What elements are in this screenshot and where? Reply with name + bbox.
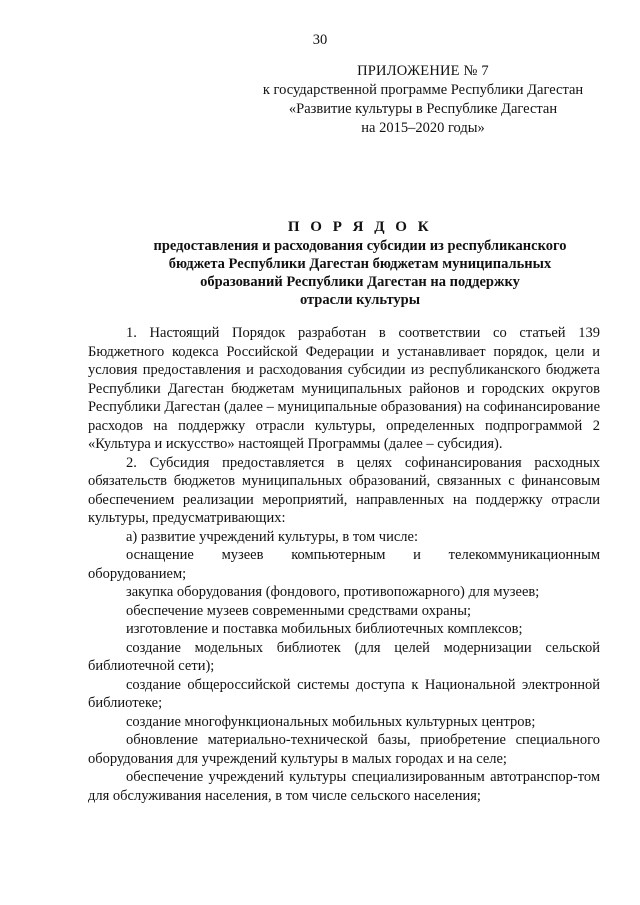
- document-heading: [100, 218, 620, 309]
- appendix-block: [248, 62, 598, 138]
- paragraph: закупка оборудования (фондового, противопожарного) для музеев;: [126, 584, 540, 600]
- heading-line: бюджета Республики Дагестан бюджетам муниципальных: [168, 256, 552, 272]
- paragraph: а) развитие учреждений культуры, в том числе:: [126, 528, 418, 545]
- paragraph: изготовление и поставка мобильных библиотечных комплексов;: [126, 621, 523, 637]
- paragraph: 2. Субсидия предоставляется в целях софинансирования расходных обязательств бюджетов муниципальных образований, связанных с финансовым обеспечением реализации мероприятий, направленных на поддержку отрасли культуры, предусматривающих:: [88, 454, 600, 526]
- heading-title: П О Р Я Д О К: [287, 219, 433, 235]
- paragraph: оснащение музеев компьютерным и телекоммуникационным оборудованием;: [88, 547, 600, 582]
- paragraph: 1. Настоящий Порядок разработан в соответствии со статьей 139 Бюджетного кодекса Российской Федерации и устанавливает порядок, цели и условия предоставления и расходования субсидии из республиканского бюджета Республики Дагестан бюджетам муниципальных районов и городских округов Республики Дагестан (далее – муниципальные образования) на софинансирование расходов на поддержку отрасли культуры, определенных подпрограммой 2 «Культура и искусство» настоящей Программы (далее – субсидия).: [88, 325, 600, 452]
- heading-line: образований Республики Дагестан на поддержку: [200, 274, 520, 290]
- paragraph: обеспечение музеев современными средствами охраны;: [126, 602, 472, 619]
- paragraph: обновление материально-технической базы, приобретение специального оборудования для учреждений культуры в малых городах и на селе;: [88, 732, 600, 767]
- paragraph: создание многофункциональных мобильных культурных центров;: [126, 713, 536, 730]
- document-body: [88, 324, 600, 805]
- appendix-line: к государственной программе Республики Дагестан: [262, 82, 584, 98]
- heading-line: предоставления и расходования субсидии из республиканского: [153, 238, 567, 254]
- page-number: 30: [312, 32, 328, 48]
- appendix-line: на 2015–2020 годы»: [361, 120, 485, 136]
- appendix-line: «Развитие культуры в Республике Дагестан: [288, 101, 558, 117]
- appendix-title: ПРИЛОЖЕНИЕ № 7: [357, 63, 489, 79]
- paragraph: создание модельных библиотек (для целей модернизации сельской библиотечной сети);: [88, 639, 600, 674]
- heading-line: отрасли культуры: [299, 292, 421, 308]
- paragraph: создание общероссийской системы доступа к Национальной электронной библиотеке;: [88, 676, 600, 711]
- paragraph: обеспечение учреждений культуры специализированным автотранспор-том для обслуживания населения, в том числе сельского населения;: [88, 769, 600, 804]
